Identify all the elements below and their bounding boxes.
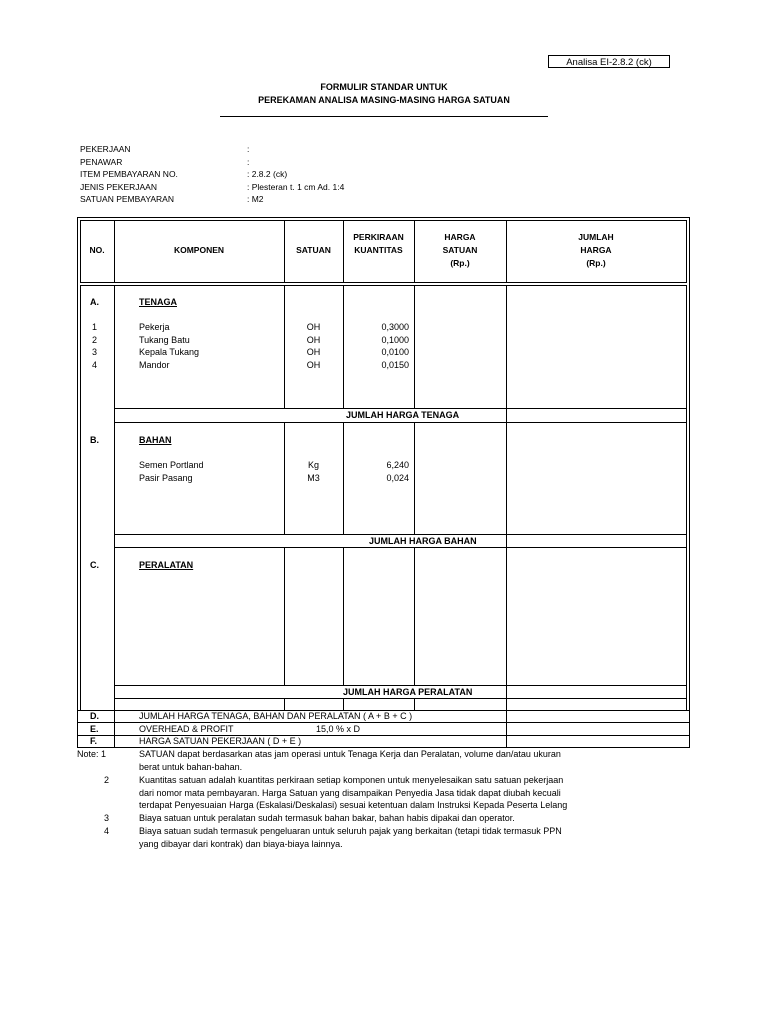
info-label-penawar: PENAWAR <box>80 157 123 167</box>
bahan-row-name: Semen Portland <box>139 460 204 470</box>
info-label-item: ITEM PEMBAYARAN NO. <box>80 169 178 179</box>
tenaga-row-unit: OH <box>306 347 321 357</box>
info-value-pekerjaan: : <box>247 144 250 154</box>
info-value-item: : 2.8.2 (ck) <box>247 169 288 179</box>
header-jumlah-harga: HARGA <box>580 245 612 255</box>
tenaga-row-no: 2 <box>92 335 98 345</box>
note-line: yang dibayar dari kontrak) dan biaya-biaya lainnya. <box>139 839 343 849</box>
header-jumlah-rp: (Rp.) <box>586 258 606 268</box>
section-letter-c: C. <box>90 560 99 570</box>
tenaga-row-unit: OH <box>306 335 321 345</box>
notes-label: Note: 1 <box>77 749 107 759</box>
tenaga-row-name: Kepala Tukang <box>139 347 200 357</box>
section-name-tenaga: TENAGA <box>139 297 177 307</box>
header-perkiraan: PERKIRAAN <box>353 232 404 242</box>
bahan-row-unit: M3 <box>307 473 320 483</box>
tenaga-row-no: 4 <box>92 360 98 370</box>
info-value-satuan: : M2 <box>247 194 264 204</box>
document-code: Analisa EI-2.8.2 (ck) <box>548 55 670 68</box>
tenaga-row-unit: OH <box>306 322 321 332</box>
tenaga-total-label: JUMLAH HARGA TENAGA <box>346 410 460 420</box>
tenaga-row-qty: 0,0150 <box>381 360 409 370</box>
header-kuantitas: KUANTITAS <box>354 245 403 255</box>
info-value-penawar: : <box>247 157 250 167</box>
bahan-row-qty: 6,240 <box>386 460 409 470</box>
info-label-pekerjaan: PEKERJAAN <box>80 144 131 154</box>
tenaga-row-name: Tukang Batu <box>139 335 190 345</box>
summary-letter-e: E. <box>90 724 99 734</box>
tenaga-row-no: 1 <box>92 322 98 332</box>
tenaga-row-qty: 0,1000 <box>381 335 409 345</box>
info-label-satuan: SATUAN PEMBAYARAN <box>80 194 174 204</box>
peralatan-total-label: JUMLAH HARGA PERALATAN <box>343 687 473 697</box>
note-number: 2 <box>104 775 110 785</box>
tenaga-row-name: Mandor <box>139 360 170 370</box>
bahan-row-name: Pasir Pasang <box>139 473 193 483</box>
summary-text-d: JUMLAH HARGA TENAGA, BAHAN DAN PERALATAN ( A + B + C ) <box>139 711 413 721</box>
bahan-row-unit: Kg <box>307 460 319 470</box>
header-harga: HARGA <box>444 232 476 242</box>
info-label-jenis: JENIS PEKERJAAN <box>80 182 157 192</box>
tenaga-row-name: Pekerja <box>139 322 170 332</box>
note-number: 4 <box>104 826 110 836</box>
note-line: SATUAN dapat berdasarkan atas jam operasi untuk Tenaga Kerja dan Peralatan, volume dan/atau ukuran <box>139 749 561 759</box>
tenaga-row-no: 3 <box>92 347 98 357</box>
summary-overhead-percent: 15,0 % x D <box>316 724 361 734</box>
note-line: Biaya satuan sudah termasuk pengeluaran untuk seluruh pajak yang berkaitan (tetapi tidak termasuk PPN <box>139 826 562 836</box>
header-harga-rp: (Rp.) <box>450 258 470 268</box>
note-line: dari nomor mata pembayaran. Harga Satuan yang disampaikan Penyedia Jasa tidak dapat diubah kecuali <box>139 788 561 798</box>
note-line: terdapat Penyesuaian Harga (Eskalasi/Deskalasi) sesuai ketentuan dalam Instruksi Kepada Peserta Lelang <box>139 800 568 810</box>
note-line: Kuantitas satuan adalah kuantitas perkiraan setiap komponen untuk menyelesaikan satu satuan pekerjaan <box>139 775 564 785</box>
form-title-line2: PEREKAMAN ANALISA MASING-MASING HARGA SATUAN <box>258 95 510 105</box>
info-value-jenis: : Plesteran t. 1 cm Ad. 1:4 <box>247 182 345 192</box>
header-no: NO. <box>89 245 105 255</box>
header-komponen: KOMPONEN <box>173 245 225 255</box>
form-title-line1: FORMULIR STANDAR UNTUK <box>320 82 448 92</box>
note-number: 3 <box>104 813 110 823</box>
summary-letter-d: D. <box>90 711 99 721</box>
section-letter-a: A. <box>90 297 99 307</box>
header-jumlah: JUMLAH <box>578 232 614 242</box>
tenaga-row-qty: 0,3000 <box>381 322 409 332</box>
bahan-row-qty: 0,024 <box>386 473 409 483</box>
summary-text-e: OVERHEAD & PROFIT <box>139 724 234 734</box>
summary-text-f: HARGA SATUAN PEKERJAAN ( D + E ) <box>139 736 302 746</box>
section-letter-b: B. <box>90 435 99 445</box>
tenaga-row-qty: 0,0100 <box>381 347 409 357</box>
header-satuan: SATUAN <box>296 245 331 255</box>
summary-letter-f: F. <box>90 736 98 746</box>
note-line: Biaya satuan untuk peralatan sudah termasuk bahan bakar, bahan habis dipakai dan operator. <box>139 813 515 823</box>
section-name-bahan: BAHAN <box>139 435 172 445</box>
note-line: berat untuk bahan-bahan. <box>139 762 243 772</box>
section-name-peralatan: PERALATAN <box>139 560 194 570</box>
bahan-total-label: JUMLAH HARGA BAHAN <box>369 536 477 546</box>
tenaga-row-unit: OH <box>306 360 321 370</box>
header-harga-satuan: SATUAN <box>442 245 478 255</box>
